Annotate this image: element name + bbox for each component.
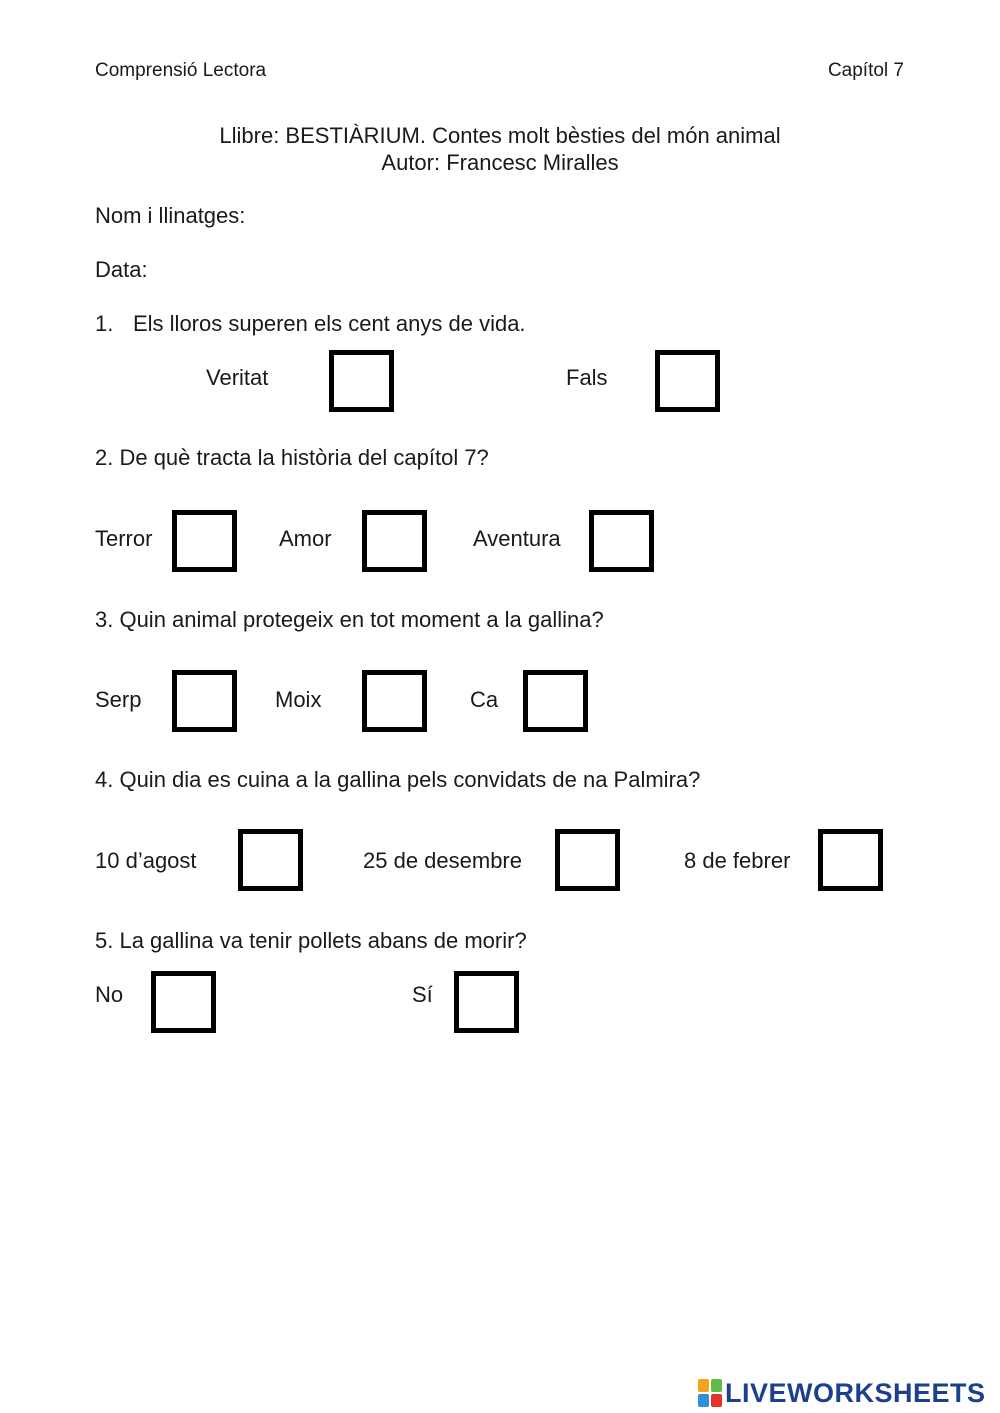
liveworksheets-icon bbox=[698, 1379, 722, 1407]
checkbox-amor[interactable] bbox=[362, 510, 427, 572]
question-5-text: 5. La gallina va tenir pollets abans de morir? bbox=[95, 928, 527, 953]
option-label-fals: Fals bbox=[566, 365, 608, 390]
checkbox-terror[interactable] bbox=[172, 510, 237, 572]
option-label-serp: Serp bbox=[95, 687, 142, 712]
question-2-text: 2. De què tracta la història del capítol 7? bbox=[95, 445, 489, 470]
option-label-aventura: Aventura bbox=[473, 526, 561, 551]
liveworksheets-logo-text: LIVEWORKSHEETS bbox=[725, 1377, 986, 1408]
option-label-8-febrer: 8 de febrer bbox=[684, 848, 791, 873]
checkbox-10-agost[interactable] bbox=[238, 829, 303, 891]
checkbox-ca[interactable] bbox=[523, 670, 588, 732]
checkbox-aventura[interactable] bbox=[589, 510, 654, 572]
checkbox-no[interactable] bbox=[151, 971, 216, 1033]
checkbox-8-febrer[interactable] bbox=[818, 829, 883, 891]
name-label: Nom i llinatges: bbox=[95, 203, 246, 228]
checkbox-fals[interactable] bbox=[655, 350, 720, 412]
option-label-terror: Terror bbox=[95, 526, 153, 551]
option-label-ca: Ca bbox=[470, 687, 499, 712]
checkbox-veritat[interactable] bbox=[329, 350, 394, 412]
option-label-veritat: Veritat bbox=[206, 365, 269, 390]
logo-icon-tile bbox=[711, 1379, 722, 1392]
checkbox-25-desembre[interactable] bbox=[555, 829, 620, 891]
question-1-number: 1. bbox=[95, 311, 114, 336]
option-label-moix: Moix bbox=[275, 687, 322, 712]
option-label-25-desembre: 25 de desembre bbox=[363, 848, 522, 873]
logo-icon-tile bbox=[711, 1394, 722, 1407]
option-label-si: Sí bbox=[412, 982, 433, 1007]
checkbox-moix[interactable] bbox=[362, 670, 427, 732]
question-4-text: 4. Quin dia es cuina a la gallina pels convidats de na Palmira? bbox=[95, 767, 701, 792]
logo-icon-tile bbox=[698, 1394, 709, 1407]
liveworksheets-logo bbox=[698, 1378, 986, 1408]
date-label: Data: bbox=[95, 257, 148, 282]
question-1-text: Els lloros superen els cent anys de vida. bbox=[133, 311, 526, 336]
question-3-text: 3. Quin animal protegeix en tot moment a la gallina? bbox=[95, 607, 604, 632]
checkbox-si[interactable] bbox=[454, 971, 519, 1033]
option-label-amor: Amor bbox=[279, 526, 332, 551]
header-subject: Comprensió Lectora bbox=[95, 60, 267, 81]
option-label-no: No bbox=[95, 982, 124, 1007]
logo-icon-tile bbox=[698, 1379, 709, 1392]
checkbox-serp[interactable] bbox=[172, 670, 237, 732]
option-label-10-agost: 10 d’agost bbox=[95, 848, 197, 873]
header-chapter: Capítol 7 bbox=[827, 60, 904, 81]
book-author: Autor: Francesc Miralles bbox=[381, 150, 619, 175]
book-title: Llibre: BESTIÀRIUM. Contes molt bèsties del món animal bbox=[219, 123, 781, 148]
